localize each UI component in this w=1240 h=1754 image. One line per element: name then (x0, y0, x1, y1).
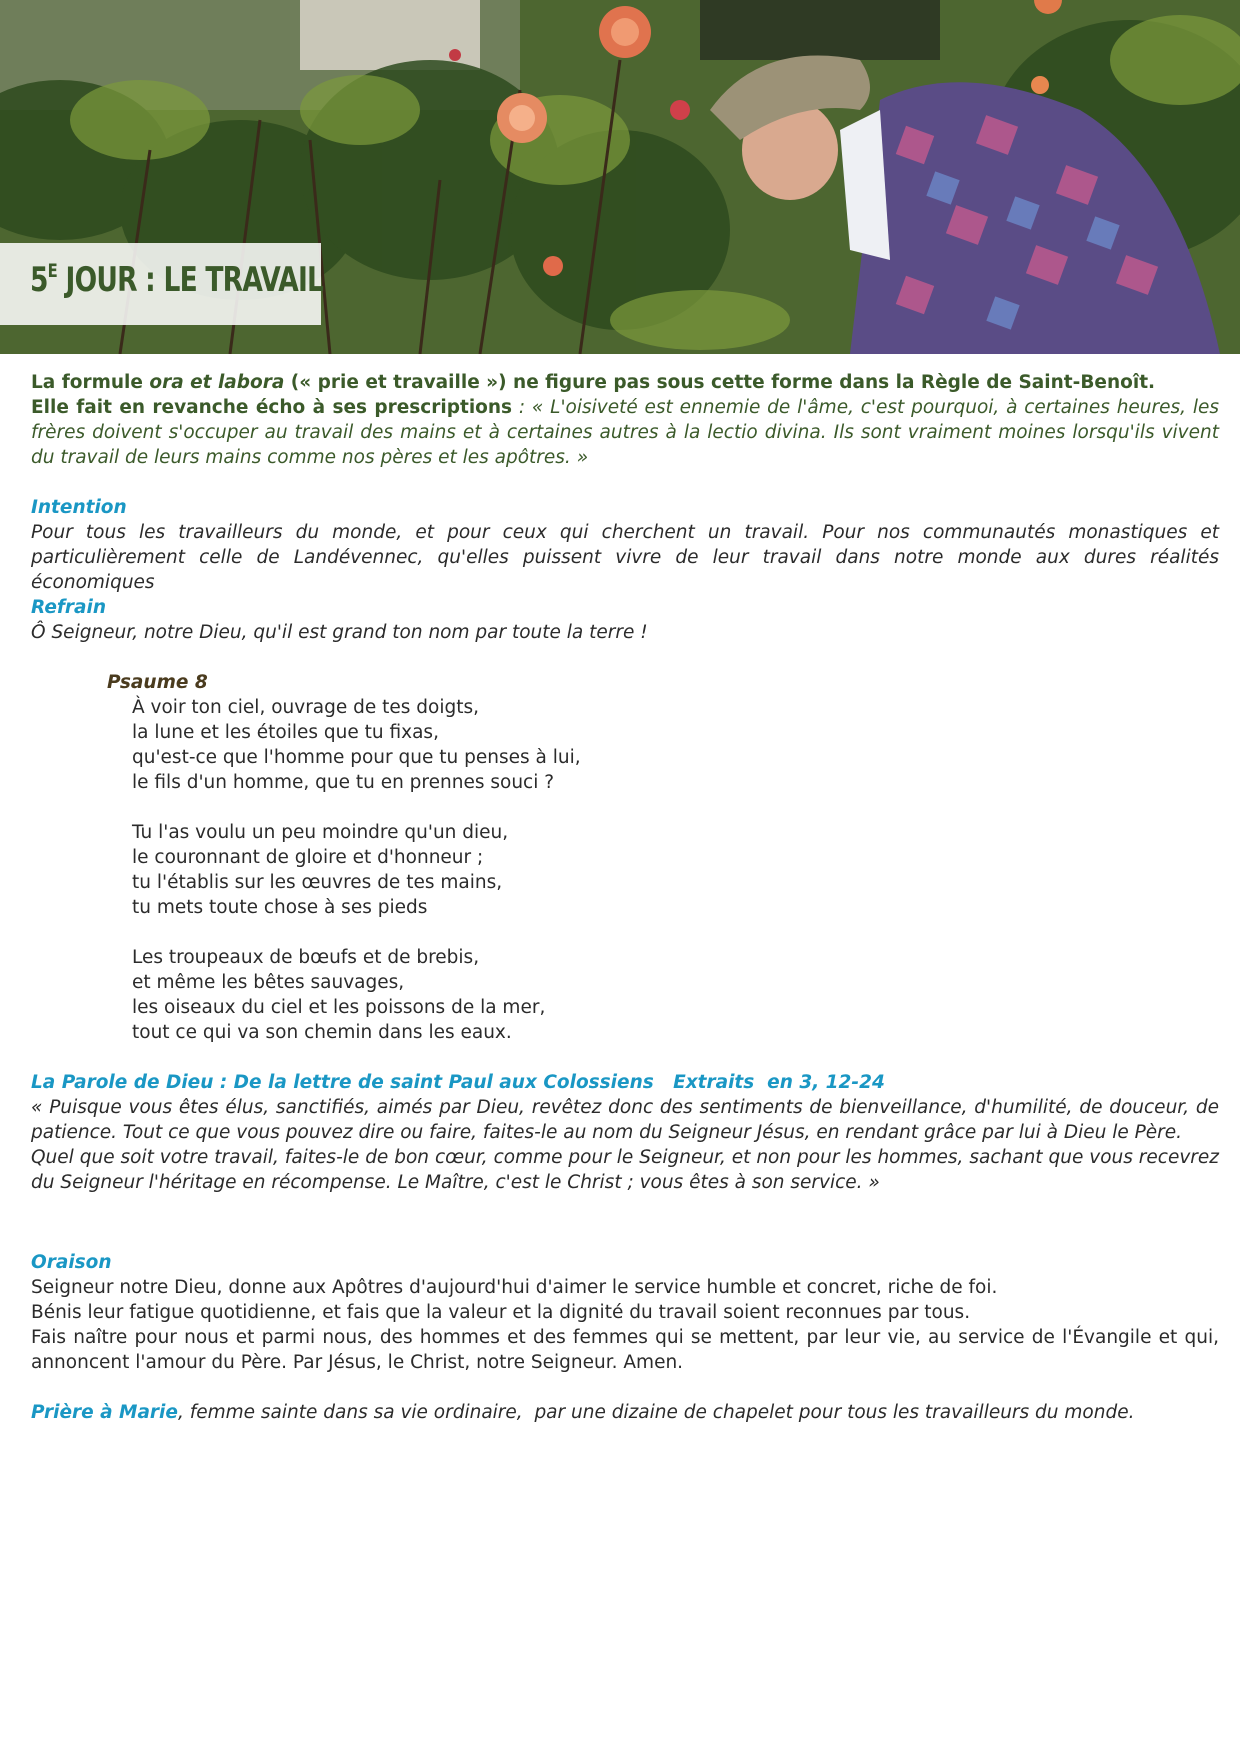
refrain-text: Ô Seigneur, notre Dieu, qu'il est grand ton nom par toute la terre ! (31, 622, 648, 643)
psalm-line: tout ce qui va son chemin dans les eaux. (132, 1022, 512, 1043)
psalm-stanza-2 (132, 820, 832, 920)
page-title (30, 260, 323, 300)
psalm-line: le fils d'un homme, que tu en prennes souci ? (132, 772, 555, 793)
title-rest: JOUR : LE TRAVAIL (57, 260, 324, 300)
parole-text-1: « Puisque vous êtes élus, sanctifiés, aimés par Dieu, revêtez donc des sentiments de bienveillance, d'humilité, de douceur, de patience. Tout ce que vous pouvez dire ou faire, faites-le au nom du Seigneur Jésus, en rendant grâce par lui à Dieu le Père. (31, 1097, 1219, 1143)
parole-heading: La Parole de Dieu : De la lettre de saint Paul aux Colossiens Extraits en 3, 12-24 (31, 1072, 885, 1093)
psalm-line: le couronnant de gloire et d'honneur ; (132, 847, 484, 868)
header-photo (0, 0, 1240, 354)
psalm-line: et même les bêtes sauvages, (132, 972, 405, 993)
refrain-heading: Refrain (31, 597, 107, 618)
psalm-line: qu'est-ce que l'homme pour que tu penses à lui, (132, 747, 581, 768)
priere-text: , femme sainte dans sa vie ordinaire, par une dizaine de chapelet pour tous les travailleurs du monde. (177, 1402, 1135, 1423)
psalm-line: la lune et les étoiles que tu fixas, (132, 722, 439, 743)
intro-latin-phrase: ora et labora (149, 372, 285, 393)
priere-section (31, 1400, 1219, 1425)
intention-text: Pour tous les travailleurs du monde, et pour ceux qui cherchent un travail. Pour nos communautés monastiques et particulièrement celle de Landévennec, qu'elles puissent vivre de leur travail dans notre monde aux dures réalités économiques (31, 522, 1219, 593)
psalm-stanza-1 (132, 695, 832, 795)
intro-text-2: (« prie et travaille ») ne figure pas sous cette forme dans la Règle de Saint-Benoît. (284, 372, 1156, 393)
intro-paragraph (31, 370, 1219, 470)
priere-heading: Prière à Marie (31, 1402, 178, 1423)
refrain-section (31, 595, 1219, 645)
oraison-section (31, 1250, 1219, 1375)
intro-quote: : « L'oisiveté est ennemie de l'âme, c'est pourquoi, à certaines heures, les frères doivent s'occuper au travail des mains et à certaines autres à la lectio divina. Ils sont vraiment moines lorsqu'ils vivent du travail de leurs mains comme nos pères et les apôtres. » (31, 397, 1219, 468)
psalm-stanza-3 (132, 945, 832, 1045)
parole-text-2: Quel que soit votre travail, faites-le de bon cœur, comme pour le Seigneur, et non pour les hommes, sachant que vous recevrez du Seigneur l'héritage en récompense. Le Maître, c'est le Christ ; vous êtes à son service. » (31, 1147, 1219, 1193)
oraison-line-3: Fais naître pour nous et parmi nous, des hommes et des femmes qui se mettent, par leur vie, au service de l'Évangile et qui, annoncent l'amour du Père. Par Jésus, le Christ, notre Seigneur. Amen. (31, 1327, 1219, 1373)
title-superscript: E (47, 260, 58, 282)
psalm-line: tu mets toute chose à ses pieds (132, 897, 428, 918)
psalm-line: tu l'établis sur les œuvres de tes mains, (132, 872, 503, 893)
oraison-line-1: Seigneur notre Dieu, donne aux Apôtres d'aujourd'hui d'aimer le service humble et concret, riche de foi. (31, 1277, 998, 1298)
parole-section (31, 1070, 1219, 1195)
intro-text-3: Elle fait en revanche écho à ses prescriptions (31, 397, 513, 418)
intention-section (31, 495, 1219, 595)
intro-text-1: La formule (31, 372, 150, 393)
intention-heading: Intention (31, 497, 127, 518)
psalm-line: À voir ton ciel, ouvrage de tes doigts, (132, 697, 480, 718)
psalm-line: Les troupeaux de bœufs et de brebis, (132, 947, 480, 968)
title-number: 5 (30, 260, 48, 300)
oraison-line-2: Bénis leur fatigue quotidienne, et fais que la valeur et la dignité du travail soient reconnues par tous. (31, 1302, 971, 1323)
psalm-heading: Psaume 8 (107, 672, 208, 693)
psalm-line: les oiseaux du ciel et les poissons de la mer, (132, 997, 546, 1018)
psalm-line: Tu l'as voulu un peu moindre qu'un dieu, (132, 822, 509, 843)
oraison-heading: Oraison (31, 1252, 112, 1273)
